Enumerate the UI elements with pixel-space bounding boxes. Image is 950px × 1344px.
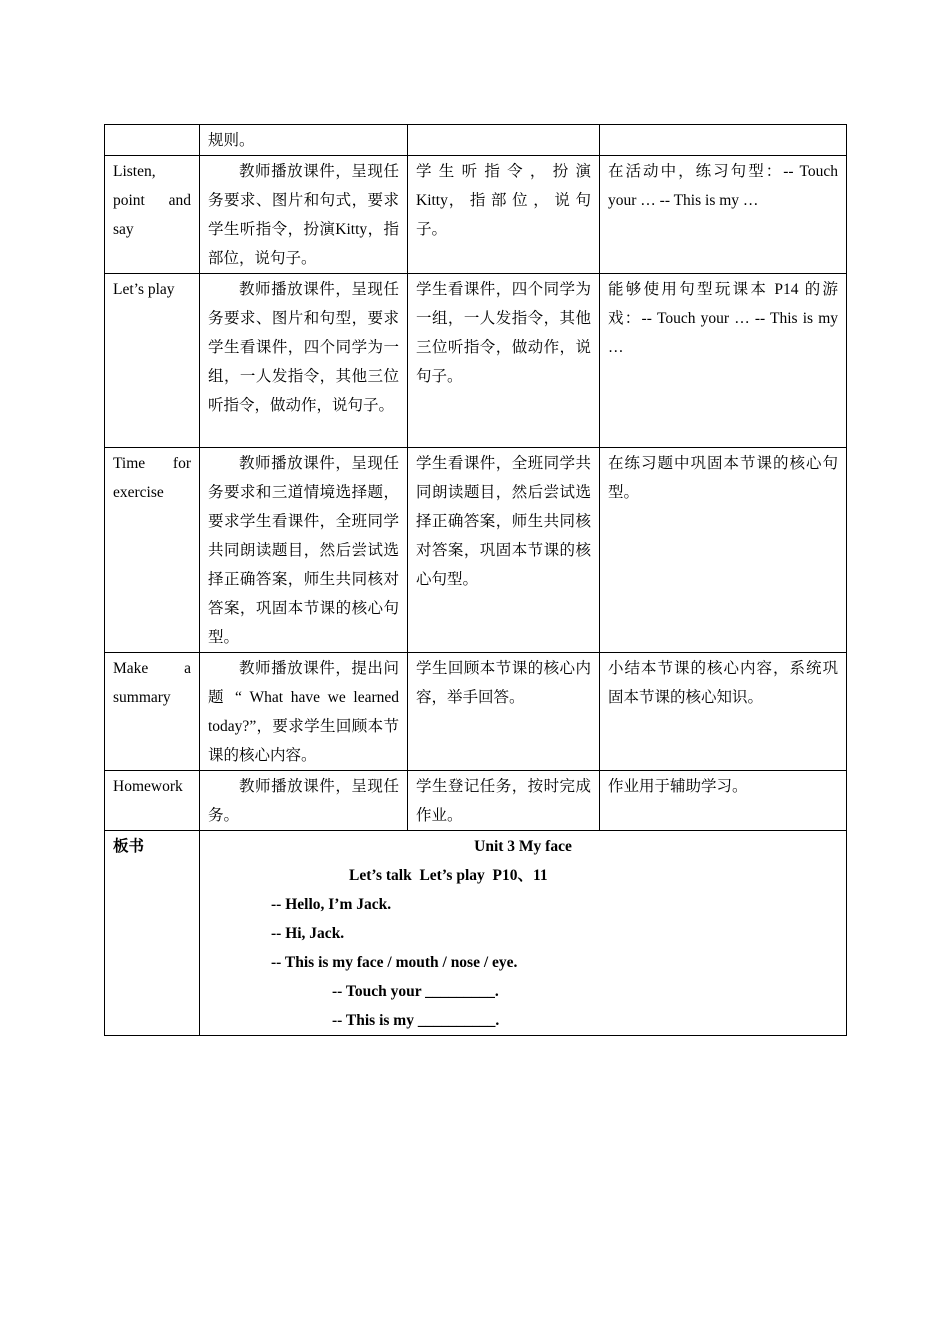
student-activity-cell: 学生看课件，全班同学共同朗读题目，然后尝试选择正确答案，师生共同核对答案，巩固本节课的核心句型。 xyxy=(408,448,600,653)
board-line: -- Touch your _________. xyxy=(332,983,499,1000)
student-activity-cell: 学生登记任务，按时完成作业。 xyxy=(408,771,600,831)
board-line: -- Hello, I’m Jack. xyxy=(271,896,392,913)
table-row xyxy=(105,156,847,274)
table-row xyxy=(105,125,847,156)
student-activity-cell: 学生看课件，四个同学为一组，一人发指令，其他三位听指令，做动作，说句子。 xyxy=(408,274,600,448)
purpose-cell: 在活动中，练习句型：-- Touch your … -- This is my … xyxy=(600,156,847,274)
teacher-activity-cell: 规则。 xyxy=(200,125,408,156)
table-row xyxy=(105,274,847,448)
lesson-plan-table xyxy=(104,124,847,1036)
stage-cell: Listen, point and say xyxy=(105,156,200,274)
purpose-cell: 小结本节课的核心内容，系统巩固本节课的核心知识。 xyxy=(600,653,847,771)
stage-cell: Make a summary xyxy=(105,653,200,771)
board-subtitle: Let’s talk Let’s play P10、11 xyxy=(349,867,548,884)
stage-cell: Let’s play xyxy=(105,274,200,448)
teacher-activity-cell: 教师播放课件，呈现任务要求、图片和句型，要求学生看课件，四个同学为一组，一人发指令，其他三位听指令，做动作，说句子。 xyxy=(200,274,408,448)
teacher-activity-cell: 教师播放课件，呈现任务要求和三道情境选择题，要求学生看课件，全班同学共同朗读题目，然后尝试选择正确答案，师生共同核对答案，巩固本节课的核心句型。 xyxy=(200,448,408,653)
student-activity-cell: 学生回顾本节课的核心内容，举手回答。 xyxy=(408,653,600,771)
stage-cell: Time for exercise xyxy=(105,448,200,653)
board-line: -- Hi, Jack. xyxy=(271,925,345,942)
board-title: Unit 3 My face xyxy=(474,838,572,855)
stage-cell: Homework xyxy=(105,771,200,831)
purpose-cell: 能够使用句型玩课本 P14 的游戏：-- Touch your … -- This is my … xyxy=(600,274,847,448)
board-line: -- This is my face / mouth / nose / eye. xyxy=(271,954,518,971)
table-row xyxy=(105,448,847,653)
board-line: -- This is my __________. xyxy=(332,1012,500,1029)
purpose-cell xyxy=(600,125,847,156)
purpose-cell: 在练习题中巩固本节课的核心句型。 xyxy=(600,448,847,653)
table-row xyxy=(105,653,847,771)
teacher-activity-cell: 教师播放课件，呈现任务要求、图片和句式，要求学生听指令，扮演Kitty，指部位，说句子。 xyxy=(200,156,408,274)
teacher-activity-cell: 教师播放课件，提出问 题 “ What have we learned today?”，要求学生回顾本节课的核心内容。 xyxy=(200,653,408,771)
teacher-activity-cell: 教师播放课件，呈现任务。 xyxy=(200,771,408,831)
board-row xyxy=(105,831,847,1036)
student-activity-cell: 学 生 听 指 令 ， 扮 演 Kitty， 指 部 位 ， 说 句子。 xyxy=(408,156,600,274)
student-activity-cell xyxy=(408,125,600,156)
stage-cell xyxy=(105,125,200,156)
board-content xyxy=(200,831,847,1036)
table-row xyxy=(105,771,847,831)
purpose-cell: 作业用于辅助学习。 xyxy=(600,771,847,831)
board-label: 板书 xyxy=(105,831,200,1036)
